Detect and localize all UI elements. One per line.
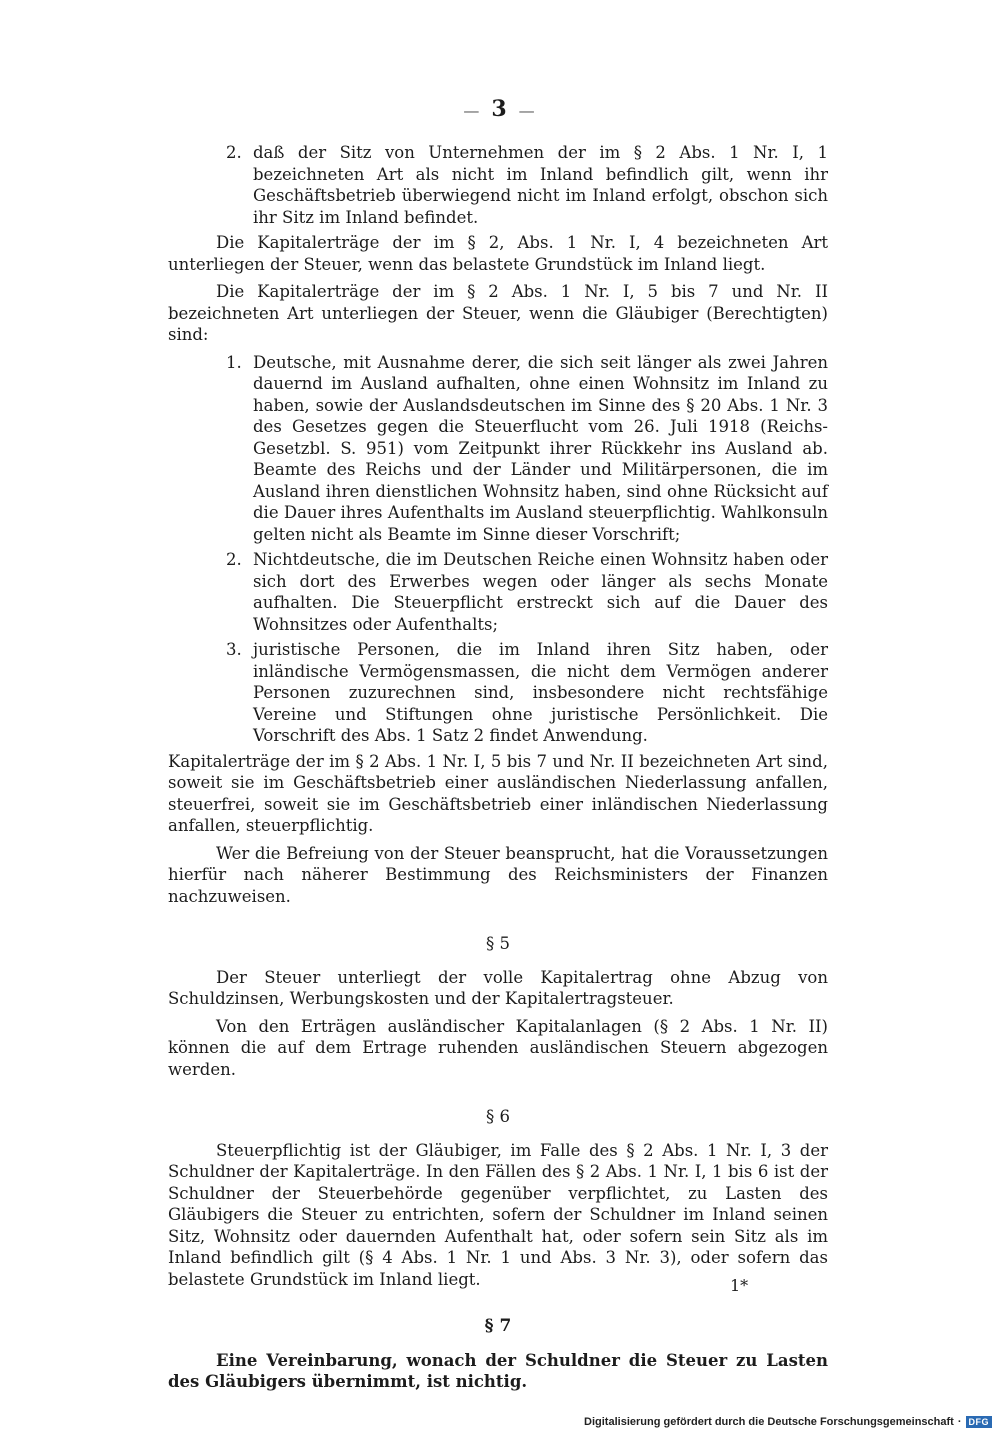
paragraph: Eine Vereinbarung, wonach der Schuldner die Steuer zu Lasten des Gläubigers übernimmt, ist nichtig.: [168, 1350, 828, 1391]
paragraph: Kapitalerträge der im § 2 Abs. 1 Nr. I, 5 bis 7 und Nr. II bezeichneten Art sind, soweit sie im Geschäftsbetrieb einer ausländischen Niederlassung anfallen, steuerfrei, soweit sie im Geschäftsbetrieb einer inländischen Niederlassung anfallen, steuerpflichtig.: [168, 751, 828, 835]
list-item-number: 2.: [226, 550, 242, 569]
list-item-number: 2.: [226, 143, 242, 162]
section-heading-5: § 5: [486, 934, 510, 953]
list-item: [168, 142, 828, 228]
signature-mark: 1*: [730, 1276, 749, 1295]
list-item-text: daß der Sitz von Unternehmen der im § 2 Abs. 1 Nr. I, 1 bezeichneten Art als nicht im Inland befindlich gilt, wenn ihr Geschäftsbetrieb überwiegend nicht im Inland erfolgt, obschon sich ihr Sitz im Inland befindet.: [253, 143, 828, 227]
page-number: — 3 —: [463, 96, 537, 122]
list-item: [168, 549, 828, 635]
paragraph: Wer die Befreiung von der Steuer beansprucht, hat die Voraussetzungen hierfür nach näherer Bestimmung des Reichsministers der Finanzen nachzuweisen.: [168, 843, 828, 906]
paragraph: Die Kapitalerträge der im § 2 Abs. 1 Nr. I, 5 bis 7 und Nr. II bezeichneten Art unterliegen der Steuer, wenn die Gläubiger (Berechtigten) sind:: [168, 282, 828, 344]
paragraph: Von den Erträgen ausländischer Kapitalanlagen (§ 2 Abs. 1 Nr. II) können die auf dem Ertrage ruhenden ausländischen Steuern abgezogen werden.: [168, 1016, 828, 1079]
body-text: [168, 142, 828, 1399]
section-heading-6: § 6: [486, 1107, 510, 1126]
list-item: [168, 639, 828, 747]
list-item-number: 1.: [226, 352, 242, 372]
dfg-logo-icon: DFG: [966, 1416, 993, 1428]
list-item-text: juristische Personen, die im Inland ihren Sitz haben, oder inländische Vermögensmassen, die nicht dem Vermögen anderer Personen zuzurechnen sind, insbesondere nicht rechtsfähige Vereine und Stiftungen ohne juristische Persönlichkeit. Die Vorschrift des Abs. 1 Satz 2 findet Anwendung.: [253, 640, 828, 745]
list-item: [168, 352, 828, 546]
footer-text: Digitalisierung gefördert durch die Deutsche Forschungsgemeinschaft: [584, 1416, 954, 1428]
section-heading-7: § 7: [484, 1316, 512, 1336]
list-item-text: Nichtdeutsche, die im Deutschen Reiche einen Wohnsitz haben oder sich dort des Erwerbes wegen oder länger als sechs Monate aufhalten. Die Steuerpflicht erstreckt sich auf die Dauer des Wohnsitzes oder Aufenthalts;: [253, 550, 828, 634]
paragraph: Steuerpflichtig ist der Gläubiger, im Falle des § 2 Abs. 1 Nr. I, 3 der Schuldner der Kapitalerträge. In den Fällen des § 2 Abs. 1 Nr. I, 1 bis 6 ist der Schuldner der Steuerbehörde gegenüber verpflichtet, zu Lasten des Gläubigers die Steuer zu entrichten, sofern der Schuldner im Inland seinen Sitz, Wohnsitz oder dauernden Aufenthalt hat, oder sofern sein Sitz als im Inland befindlich gilt (§ 4 Abs. 1 Nr. 1 und Abs. 3 Nr. 3), oder sofern das belastete Grundstück im Inland liegt.: [168, 1140, 828, 1289]
paragraph: Der Steuer unterliegt der volle Kapitalertrag ohne Abzug von Schuldzinsen, Werbungskosten und der Kapitalertragsteuer.: [168, 967, 828, 1008]
list-item-number: 3.: [226, 640, 242, 659]
footer: Digitalisierung gefördert durch die Deutsche Forschungsgemeinschaft · DFG: [584, 1416, 992, 1428]
paragraph: Die Kapitalerträge der im § 2, Abs. 1 Nr. I, 4 bezeichneten Art unterliegen der Steuer, wenn das belastete Grundstück im Inland liegt.: [168, 233, 828, 274]
list-item-text: Deutsche, mit Ausnahme derer, die sich seit länger als zwei Jahren dauernd im Ausland aufhalten, ohne einen Wohnsitz im Inland zu haben, sowie der Auslandsdeutschen im Sinne des § 20 Abs. 1 Nr. 3 des Gesetzes gegen die Steuerflucht vom 26. Juli 1918 (Reichs-Gesetzbl. S. 951) vom Zeitpunkt ihrer Rückkehr ins Ausland ab. Beamte des Reichs und der Länder und Militärpersonen, die im Ausland ihren dienstlichen Wohnsitz haben, sind ohne Rücksicht auf die Dauer ihres Aufenthalts im Ausland steuerpflichtig. Wahlkonsuln gelten nicht als Beamte im Sinne dieser Vorschrift;: [253, 352, 828, 544]
